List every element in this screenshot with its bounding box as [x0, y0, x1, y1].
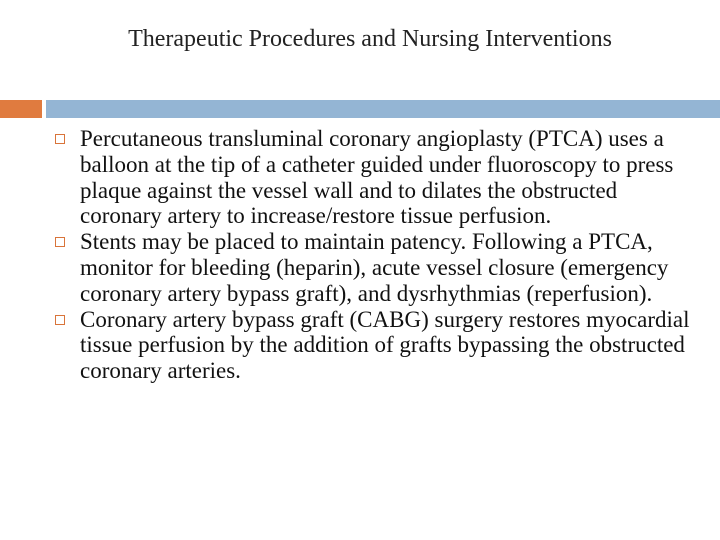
accent-bar-blue: [46, 100, 720, 118]
bullet-item: [0, 307, 700, 384]
bullet-text: Coronary artery bypass graft (CABG) surgery restores myocardial tissue perfusion by the addition of grafts bypassing the obstructed coronary arteries.: [80, 306, 690, 384]
square-bullet-icon: [55, 237, 65, 247]
bullet-list: [0, 126, 700, 384]
bullet-item: [0, 229, 700, 306]
square-bullet-icon: [55, 315, 65, 325]
slide-title: Therapeutic Procedures and Nursing Interventions: [128, 26, 612, 52]
bullet-text: Stents may be placed to maintain patency. Following a PTCA, monitor for bleeding (heparin), acute vessel closure (emergency coronary artery bypass graft), and dysrhythmias (reperfusion).: [80, 229, 669, 306]
bullet-item: [0, 126, 700, 229]
accent-bar-orange: [0, 100, 42, 118]
square-bullet-icon: [55, 134, 65, 144]
bullet-text: Percutaneous transluminal coronary angioplasty (PTCA) uses a balloon at the tip of a catheter guided under fluoroscopy to press plaque against the vessel wall and to dilates the obstructed coronary artery to increase/restore tissue perfusion.: [80, 126, 674, 229]
